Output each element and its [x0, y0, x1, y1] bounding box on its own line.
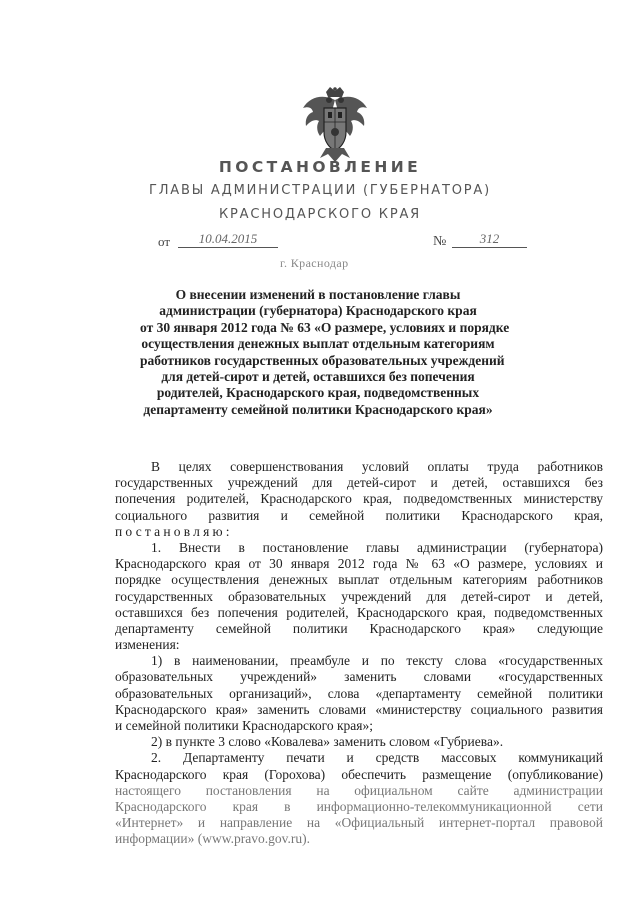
heading-line: осуществления денежных выплат отдельным категориям: [141, 336, 495, 352]
heading-line: для детей-сирот и детей, оставшихся без попечения: [161, 369, 475, 385]
heading-line: от 30 января 2012 года № 63 «О размере, условиях и порядке: [140, 319, 510, 335]
body-line: 2. Департаменту печати и средств массовых коммуникаций: [151, 750, 603, 766]
coat-of-arms-emblem: [300, 86, 370, 164]
body-line: В целях совершенствования условий оплаты труда работников: [151, 459, 603, 474]
heading-line: родителей, Краснодарского края, подведомственных: [156, 385, 480, 401]
date-label: от: [158, 234, 171, 249]
body-line: социального развития и семейной политики Краснодарского края,: [115, 507, 603, 523]
document-heading: [140, 287, 510, 418]
document-title: ПОСТАНОВЛЕНИЕ: [218, 158, 422, 176]
heading-line: О внесении изменений в постановление главы: [175, 287, 461, 302]
document-date: 10.04.2015: [178, 231, 278, 248]
body-line: постановляю:: [115, 523, 233, 539]
body-line: Краснодарского края от 30 января 2012 года № 63 «О размере, условиях и: [115, 556, 603, 572]
body-line: попечения родителей, Краснодарского края, подведомственных министерству: [115, 491, 603, 507]
body-line: «Интернет» и направление на «Официальный интернет-портал правовой: [115, 815, 603, 831]
body-line: государственных образовательных учреждений для детей-сирот и детей,: [115, 588, 603, 604]
heading-line: работников государственных образовательных учреждений: [140, 352, 505, 368]
body-line: 1) в наименовании, преамбуле и по тексту слова «государственных: [151, 653, 603, 669]
heading-line: департаменту семейной политики Краснодарского края»: [143, 401, 493, 417]
body-line: оставшихся без попечения родителей, Краснодарского края, подведомственных: [115, 604, 603, 620]
body-line: Краснодарского края» заменить словами «министерству социального развития: [115, 701, 603, 717]
document-body: [115, 459, 603, 848]
body-line: департаменту семейной политики Краснодарского края» следующие: [115, 620, 603, 636]
document-number: 312: [452, 231, 527, 248]
heading-line: администрации (губернатора) Краснодарского края: [159, 303, 477, 319]
city-label: г. Краснодар: [280, 256, 349, 270]
body-line: 2) в пункте 3 слово «Ковалева» заменить словом «Губриева».: [151, 734, 504, 750]
body-line: изменения:: [115, 637, 180, 653]
body-line: и семейной политики Краснодарского края»;: [115, 718, 374, 733]
issuer-line-1: ГЛАВЫ АДМИНИСТРАЦИИ (ГУБЕРНАТОРА): [149, 183, 491, 198]
issuer-line-2: КРАСНОДАРСКОГО КРАЯ: [219, 207, 421, 222]
body-line: порядке осуществления денежных выплат отдельным категориям работников: [115, 572, 603, 588]
body-line: образовательных учреждений» заменить словами «государственных: [115, 669, 603, 685]
number-label: №: [433, 234, 447, 249]
body-line: образовательных организаций», слова «департаменту семейной политики: [115, 685, 603, 701]
body-line: государственных учреждений для детей-сирот и детей, оставшихся без: [115, 475, 603, 491]
body-line: Краснодарского края в информационно-телекоммуникационной сети: [115, 798, 603, 814]
body-line: информации» (www.pravo.gov.ru).: [115, 831, 310, 847]
body-line: 1. Внести в постановление главы администрации (губернатора): [151, 539, 603, 555]
body-line: Краснодарского края (Горохова) обеспечить размещение (опубликование): [115, 766, 603, 782]
body-line: настоящего постановления на официальном сайте администрации: [115, 782, 603, 798]
